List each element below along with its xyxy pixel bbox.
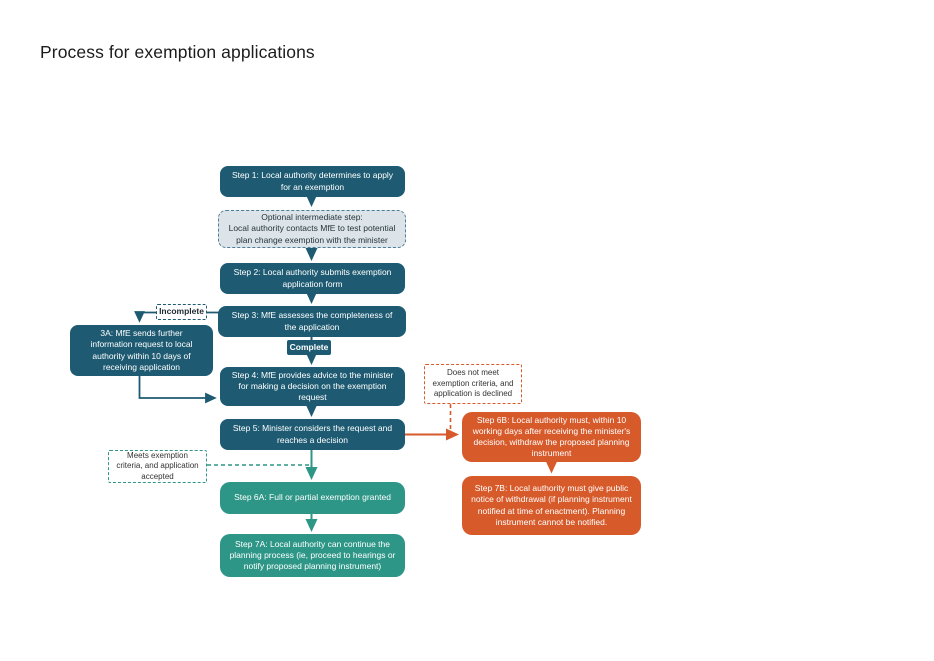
node-step7a [220, 534, 405, 577]
node-step1-label: Step 1: Local authority determines to apply for an exemption [231, 170, 394, 192]
node-step3a-label: 3A: MfE sends further information request to local authority within 10 days of receiving application [90, 328, 193, 372]
node-optional-step [218, 210, 406, 248]
label-declined [424, 364, 522, 404]
tag-complete-label: Complete [289, 341, 329, 352]
tag-incomplete [156, 304, 207, 320]
node-step3-label: Step 3: MfE assesses the completeness of the application [231, 310, 393, 332]
node-step2-label: Step 2: Local authority submits exemption application form [233, 267, 392, 289]
page-title: Process for exemption applications [40, 42, 315, 62]
node-step5-label: Step 5: Minister considers the request and reaches a decision [232, 423, 393, 445]
node-step7b [462, 476, 641, 535]
node-optional-body: Local authority contacts MfE to test potential plan change exemption with the minister [228, 223, 396, 245]
node-step7b-label: Step 7B: Local authority must give public notice of withdrawal (if planning instrument notified at time of enactment). Planning instrument cannot be notified. [471, 483, 632, 527]
node-step5 [220, 419, 405, 450]
node-step1 [220, 166, 405, 197]
label-declined-text: Does not meet exemption criteria, and application is declined [432, 368, 514, 399]
node-step4-label: Step 4: MfE provides advice to the minister for making a decision on the exemption request [231, 369, 394, 403]
label-accepted [108, 450, 207, 483]
node-step6a-label: Step 6A: Full or partial exemption granted [234, 492, 391, 503]
node-step3 [218, 306, 406, 337]
node-step2 [220, 263, 405, 294]
node-step6a [220, 482, 405, 514]
tag-incomplete-label: Incomplete [159, 306, 204, 317]
label-accepted-text: Meets exemption criteria, and application accepted [116, 450, 199, 481]
node-step6b-label: Step 6B: Local authority must, within 10 working days after receiving the minister's decision, withdraw the proposed planning instrument [472, 414, 631, 459]
tag-complete [287, 340, 331, 355]
node-step6b [462, 412, 641, 462]
node-optional-title: Optional intermediate step: [261, 212, 363, 223]
node-step3a [70, 325, 213, 376]
node-step7a-label: Step 7A: Local authority can continue the planning process (ie, proceed to hearings or notify proposed planning instrument) [229, 538, 396, 572]
node-step4 [220, 367, 405, 406]
